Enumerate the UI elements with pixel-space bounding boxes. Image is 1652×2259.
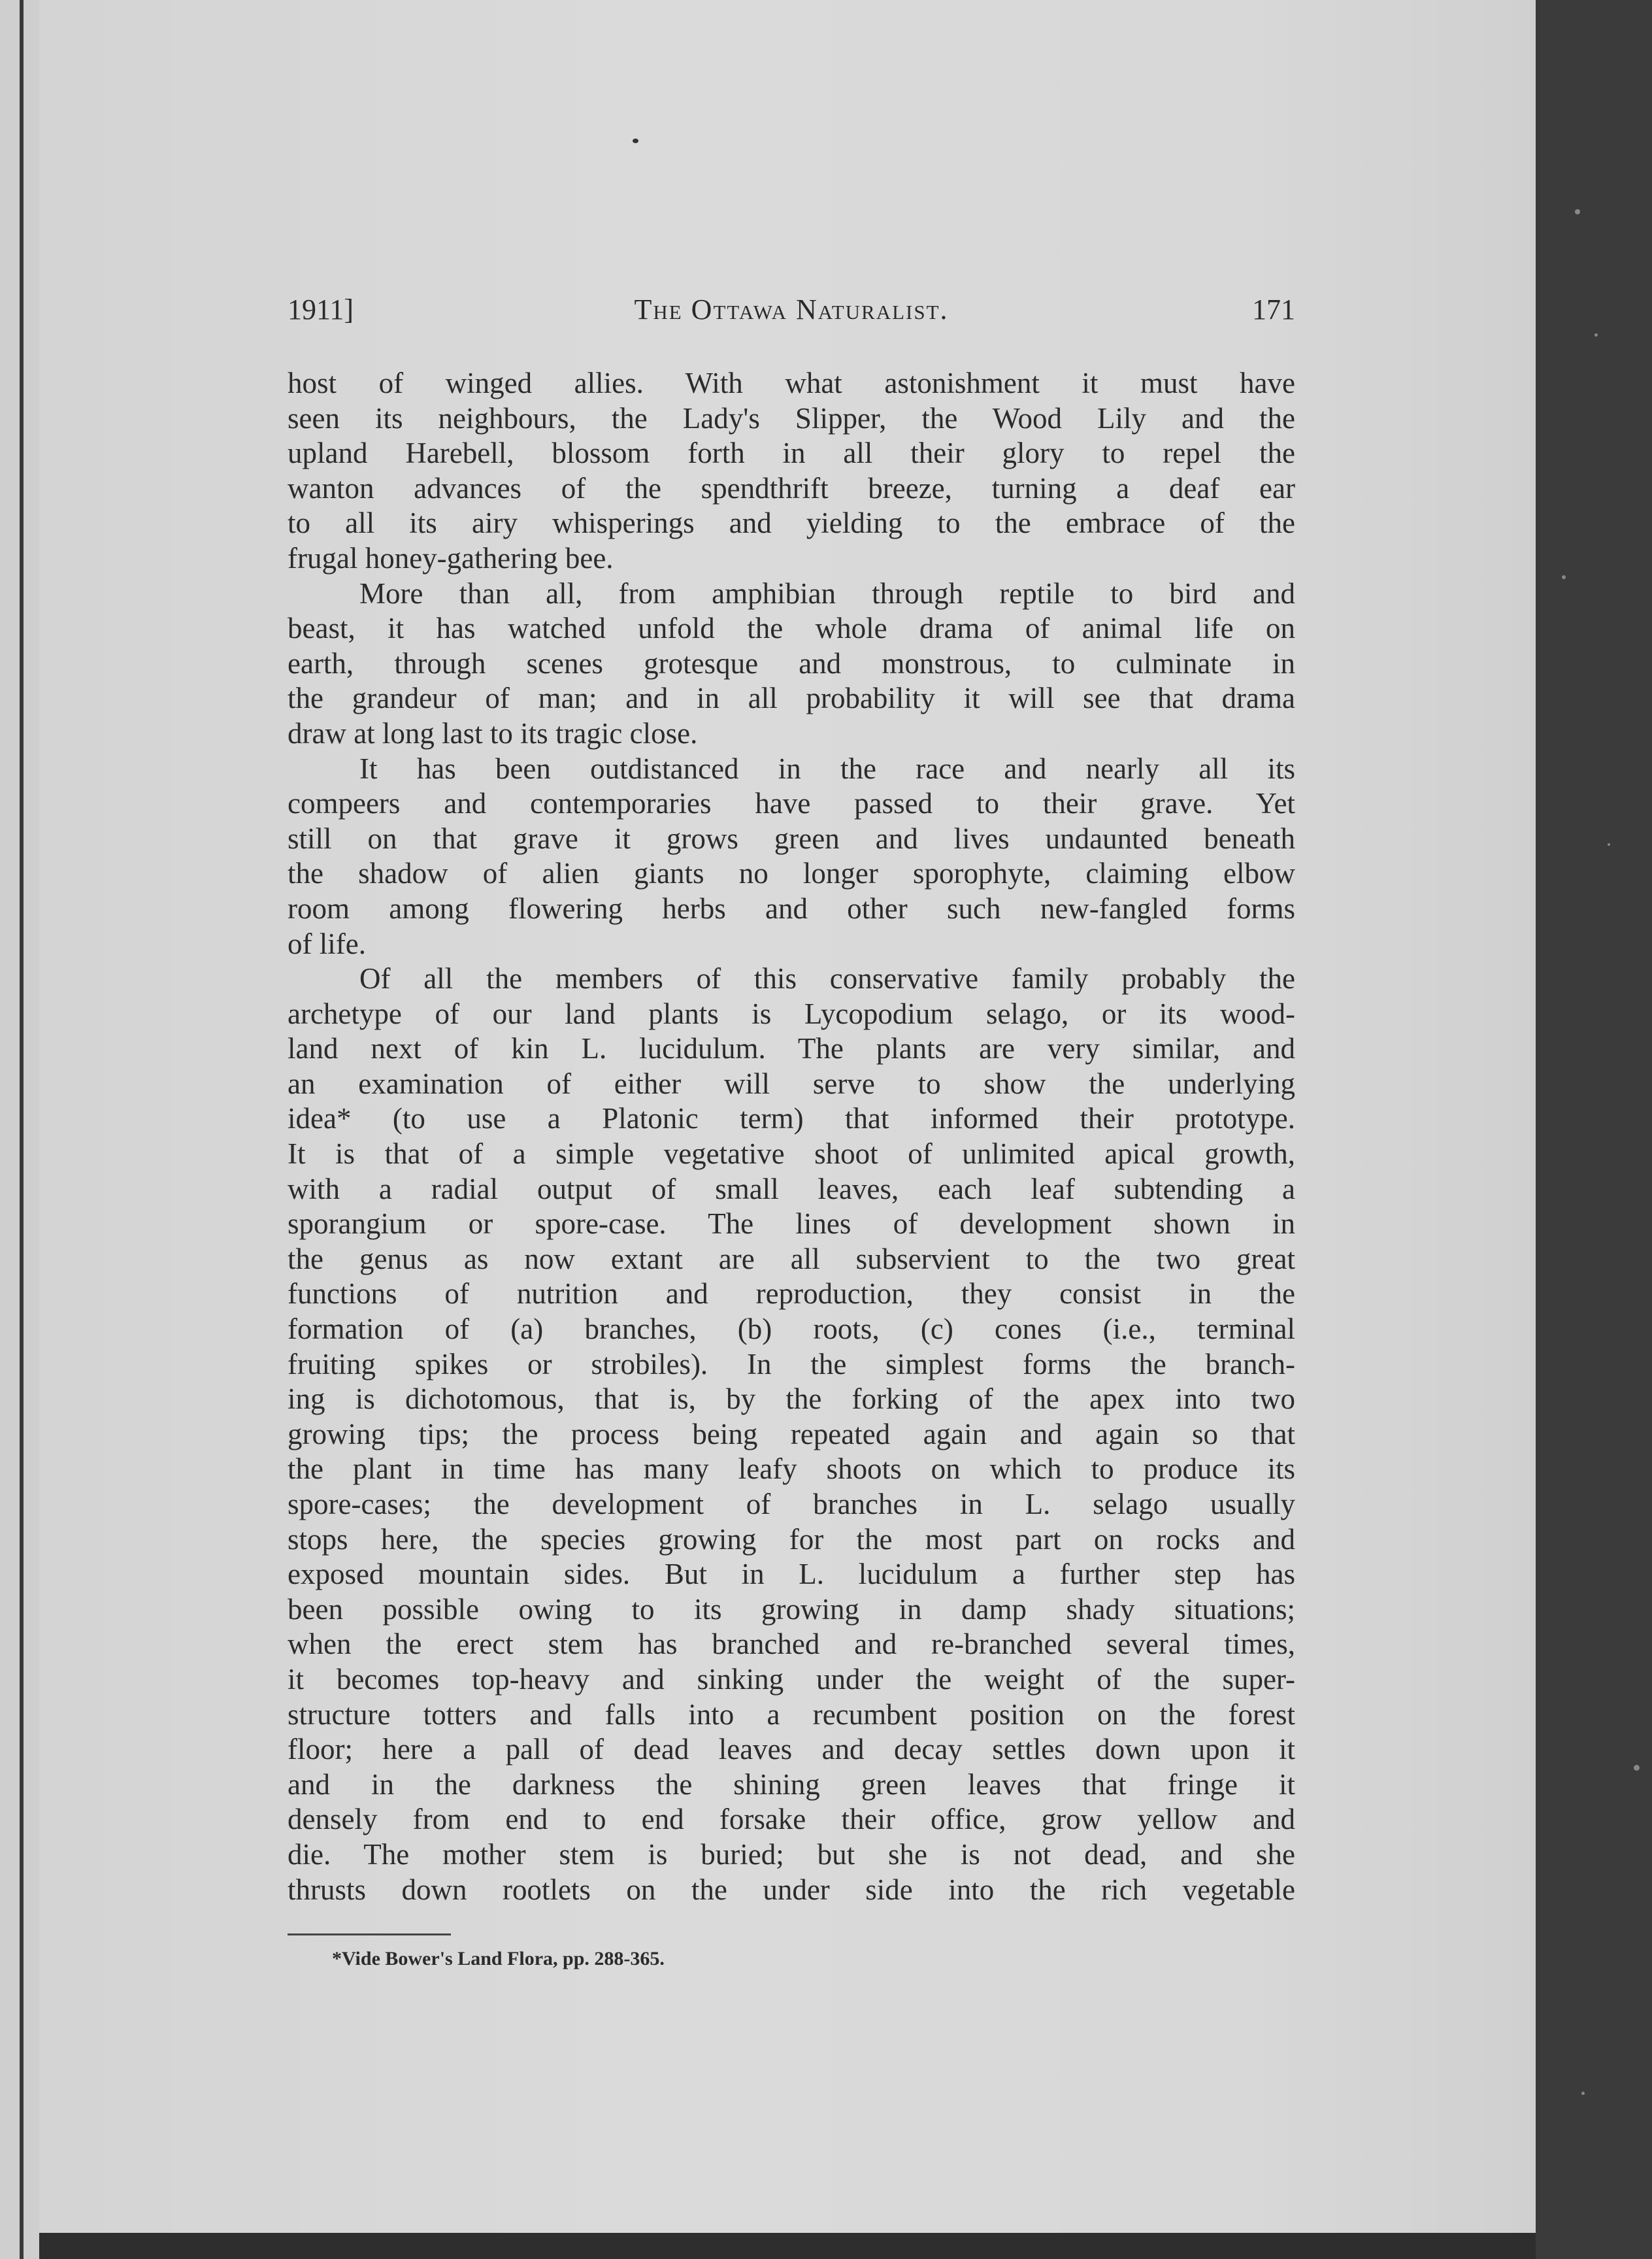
text-line: earth, through scenes grotesque and monstrous, to culminate in bbox=[288, 646, 1295, 680]
text-line: upland Harebell, blossom forth in all their glory to repel the bbox=[288, 437, 1295, 470]
text-line: when the erect stem has branched and re-branched several times, bbox=[288, 1628, 1295, 1661]
text-line: stops here, the species growing for the most part on rocks and bbox=[288, 1522, 1295, 1556]
text-line: formation of (a) branches, (b) roots, (c) cones (i.e., terminal bbox=[288, 1313, 1295, 1346]
header-year: 1911] bbox=[288, 293, 354, 326]
text-line: wanton advances of the spendthrift breeze, turning a deaf ear bbox=[288, 471, 1295, 505]
footnote-rule bbox=[288, 1933, 451, 1935]
text-line: ing is dichotomous, that is, by the forking of the apex into two bbox=[288, 1382, 1295, 1416]
text-line: It has been outdistanced in the race and nearly all its bbox=[359, 752, 1295, 785]
text-line: archetype of our land plants is Lycopodium selago, or its wood- bbox=[288, 997, 1295, 1030]
page-bottom-edge bbox=[39, 2233, 1536, 2259]
text-line: seen its neighbours, the Lady's Slipper, the Wood Lily and the bbox=[288, 401, 1295, 435]
page-number: 171 bbox=[1252, 293, 1295, 326]
text-line: growing tips; the process being repeated again and again so that bbox=[288, 1417, 1295, 1450]
text-line: draw at long last to its tragic close. bbox=[288, 716, 698, 750]
article-body bbox=[288, 366, 1295, 1907]
text-line: the plant in time has many leafy shoots on which to produce its bbox=[288, 1452, 1295, 1486]
text-line: an examination of either will serve to show the underlying bbox=[288, 1067, 1295, 1100]
text-line: Of all the members of this conservative family probably the bbox=[359, 962, 1295, 996]
text-line: idea* (to use a Platonic term) that informed their prototype. bbox=[288, 1102, 1295, 1135]
text-line: with a radial output of small leaves, each leaf subtending a bbox=[288, 1172, 1295, 1205]
text-line: sporangium or spore-case. The lines of development shown in bbox=[288, 1207, 1295, 1241]
text-line: room among flowering herbs and other such new-fangled forms bbox=[288, 892, 1295, 925]
text-line: thrusts down rootlets on the under side into the rich vegetable bbox=[288, 1873, 1295, 1906]
text-line: it becomes top-heavy and sinking under the weight of the super- bbox=[288, 1662, 1295, 1696]
text-line: structure totters and falls into a recumbent position on the forest bbox=[288, 1698, 1295, 1731]
text-line: host of winged allies. With what astonishment it must have bbox=[288, 367, 1295, 399]
text-line: functions of nutrition and reproduction, they consist in the bbox=[288, 1277, 1295, 1311]
scanner-background bbox=[1536, 0, 1652, 2259]
text-line: fruiting spikes or strobiles). In the simplest forms the branch- bbox=[288, 1347, 1295, 1380]
text-line: It is that of a simple vegetative shoot of unlimited apical growth, bbox=[288, 1137, 1295, 1171]
text-line: More than all, from amphibian through reptile to bird and bbox=[359, 577, 1295, 610]
text-line: spore-cases; the development of branches in L. selago usually bbox=[288, 1488, 1295, 1520]
text-line: densely from end to end forsake their office, grow yellow and bbox=[288, 1803, 1295, 1836]
text-line: floor; here a pall of dead leaves and decay settles down upon it bbox=[288, 1733, 1295, 1766]
text-line: to all its airy whisperings and yielding to the embrace of the bbox=[288, 507, 1295, 540]
text-line: still on that grave it grows green and lives undaunted beneath bbox=[288, 822, 1295, 855]
text-line: compeers and contemporaries have passed to their grave. Yet bbox=[288, 787, 1295, 820]
text-line: the grandeur of man; and in all probability it will see that drama bbox=[288, 682, 1295, 715]
text-line: and in the darkness the shining green leaves that fringe it bbox=[288, 1767, 1295, 1801]
journal-title: The Ottawa Naturalist. bbox=[634, 293, 949, 326]
binding-shadow bbox=[20, 0, 24, 2259]
text-line: the shadow of alien giants no longer sporophyte, claiming elbow bbox=[288, 857, 1295, 890]
text-line: die. The mother stem is buried; but she is not dead, and she bbox=[288, 1837, 1295, 1871]
text-line: beast, it has watched unfold the whole drama of animal life on bbox=[288, 612, 1295, 645]
left-page-edge bbox=[0, 0, 39, 2259]
text-line: land next of kin L. lucidulum. The plants are very similar, and bbox=[288, 1032, 1295, 1065]
text-line: been possible owing to its growing in damp shady situations; bbox=[288, 1592, 1295, 1626]
text-line: of life. bbox=[288, 927, 366, 960]
running-header bbox=[288, 293, 1295, 340]
text-line: exposed mountain sides. But in L. lucidulum a further step has bbox=[288, 1558, 1295, 1591]
footnote: *Vide Bower's Land Flora, pp. 288-365. bbox=[332, 1948, 665, 1969]
text-line: the genus as now extant are all subservient to the two great bbox=[288, 1242, 1295, 1275]
text-line: frugal honey-gathering bee. bbox=[288, 541, 614, 575]
